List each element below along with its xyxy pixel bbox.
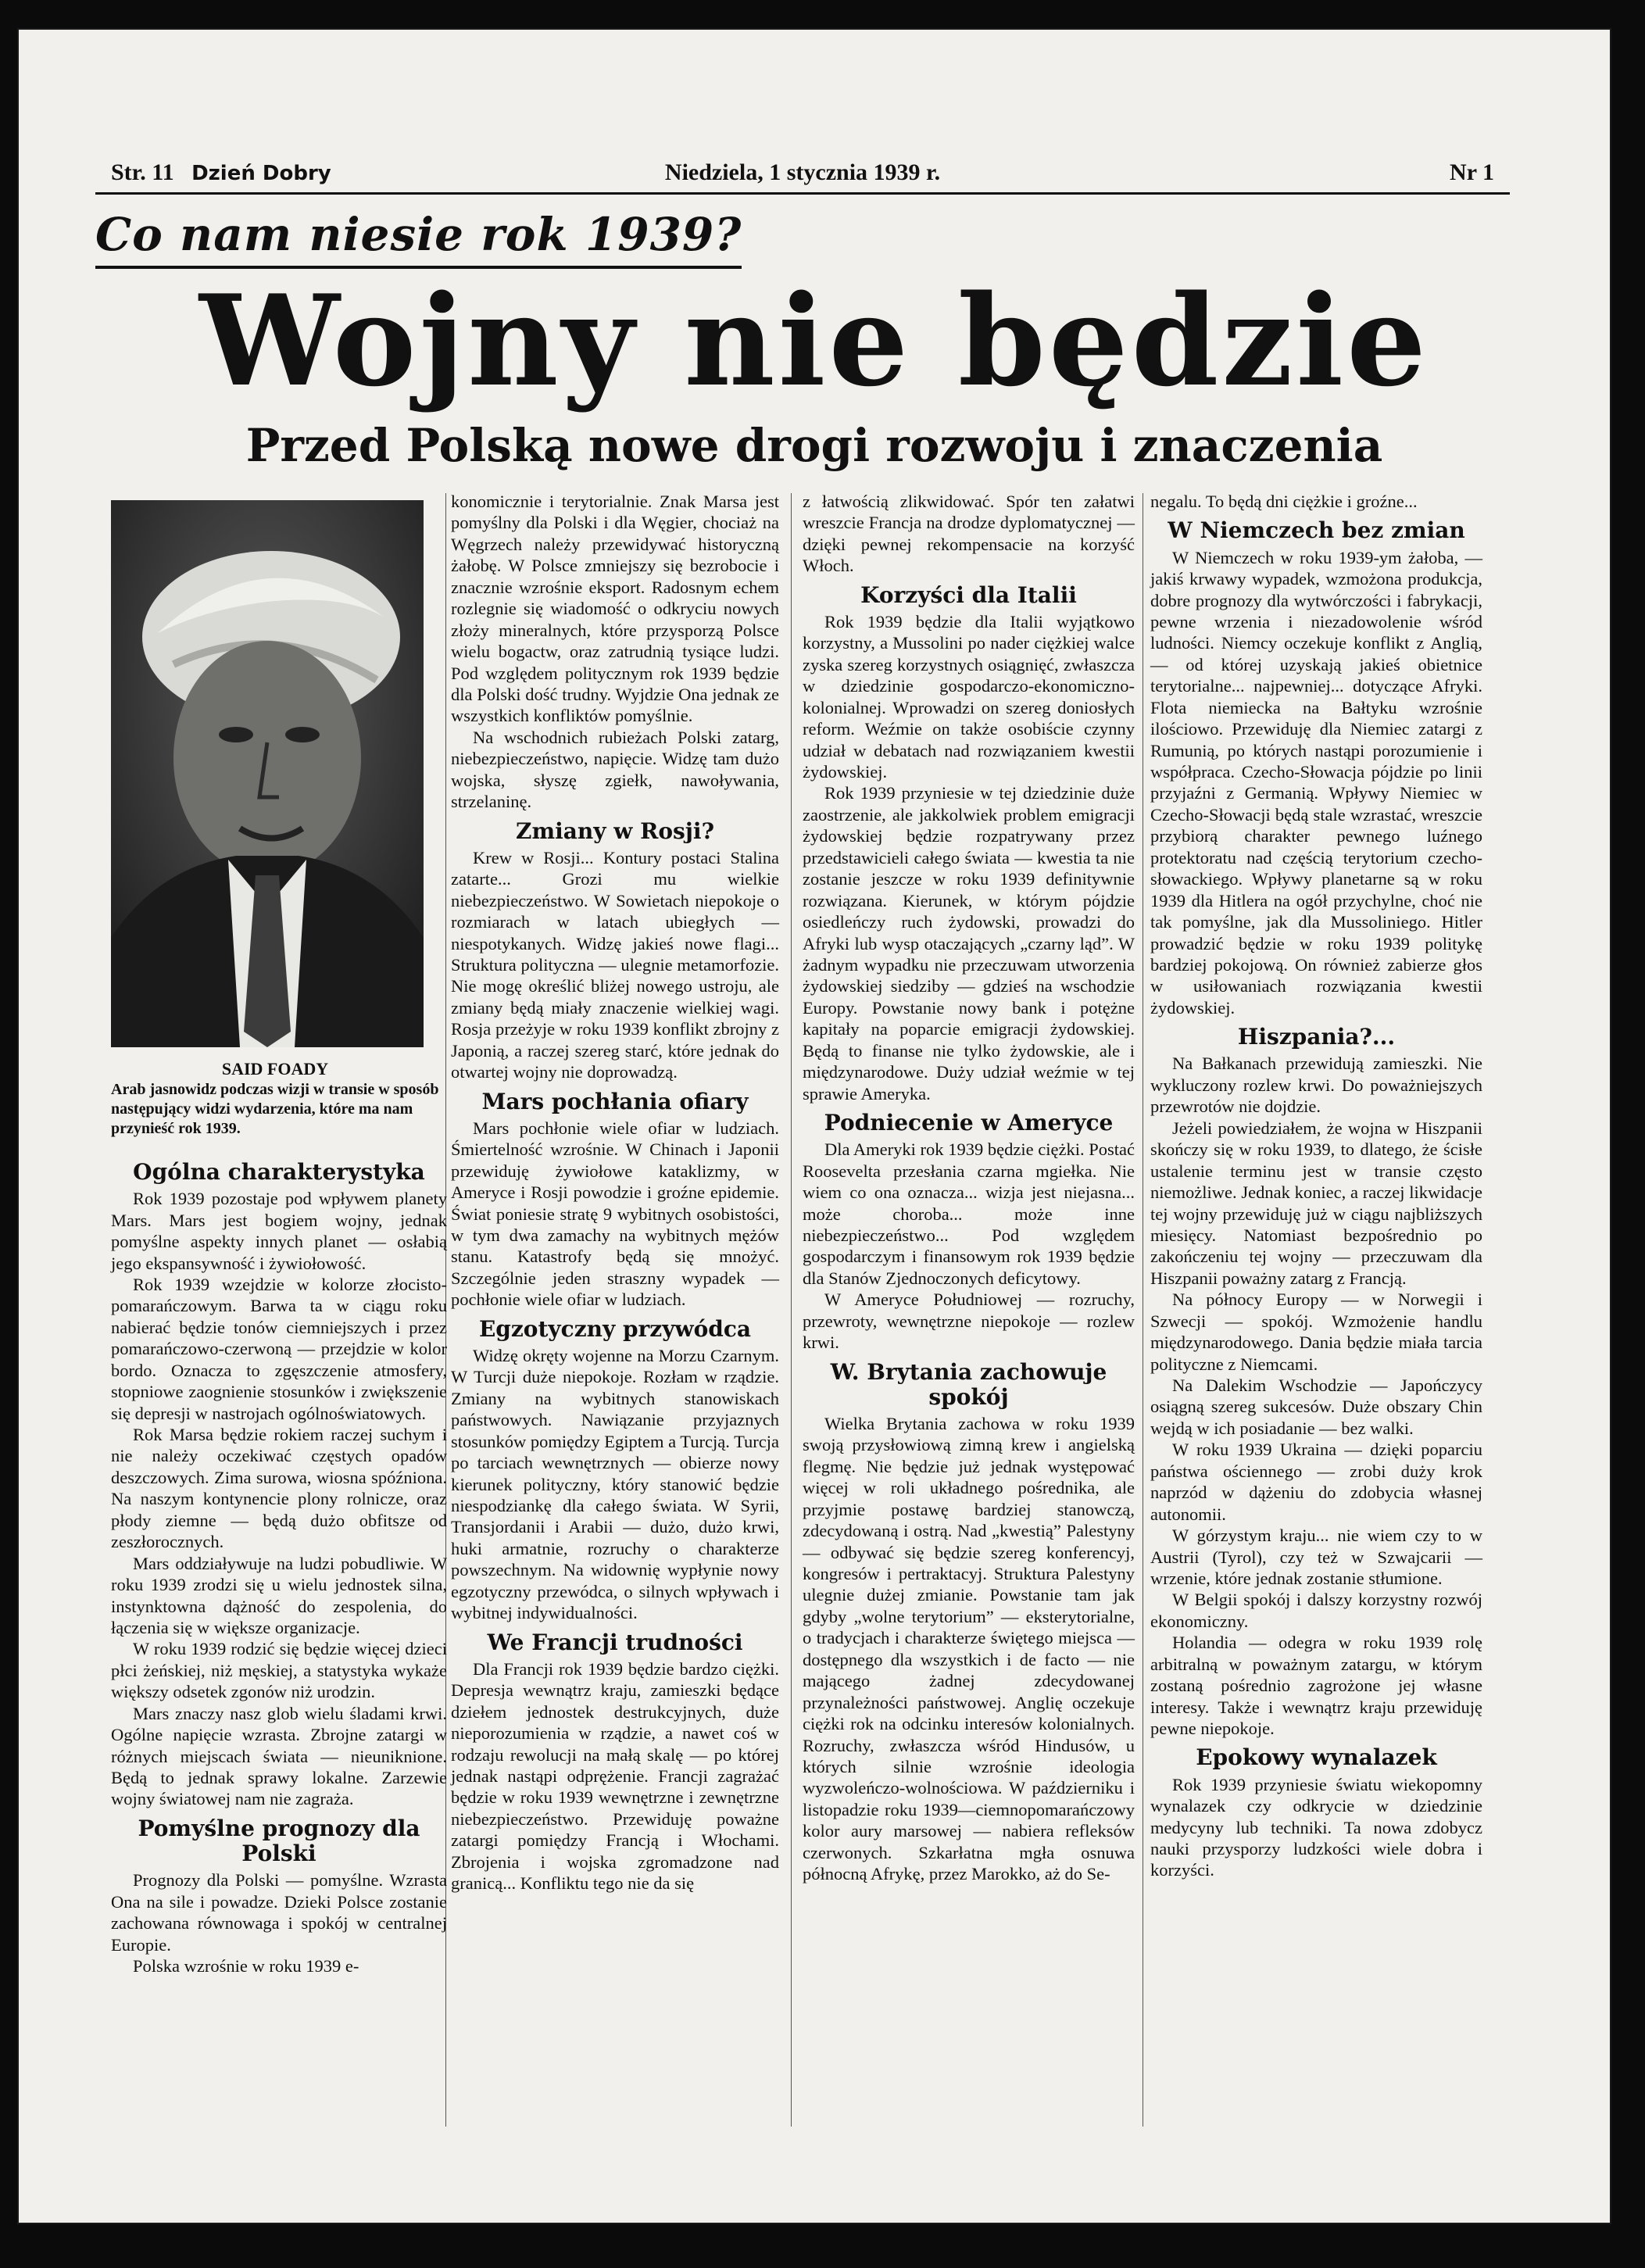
paragraph: Dla Francji rok 1939 będzie bardzo ciężki. Depresja wewnątrz kraju, zamieszki będące dziełem jednostek destrukcyjnych, duże nieporozumienia w rządzie, a nawet coś w rodzaju rewolucji na małą skalę — po której jednak nastąpi odprężenie. Francji zagrażać będzie w roku 1939 wewnętrzne i zewnętrzne niebezpieczeństwo. Przewiduję poważne zatargi pomiędzy Francją i Włochami. Zbrojenia i wojska zgromadzone nad granicą... Konfliktu tego nie da się [451, 1658, 779, 1894]
portrait-illustration [111, 500, 424, 1047]
section-heading: Mars pochłania ofiary [481, 1088, 749, 1114]
article-column-4 [1150, 491, 1482, 1881]
paragraph: Polska wzrośnie w roku 1939 e- [133, 1956, 359, 1976]
paragraph: Mars znaczy nasz glob wielu śladami krwi. Ogólne napięcie wzrasta. Zbrojne zatargi w różnych miejscach świata — nieuniknione. Będą to jednak sprawy lokalne. Zarzewie wojny światowej nam nie zagraża. [111, 1703, 447, 1809]
paragraph: Na Dalekim Wschodzie — Japończycy osiągną szereg sukcesów. Duże obszary Chin wejdą w ich posiadanie — bez walki. [1150, 1375, 1482, 1438]
scan-border [0, 2224, 1645, 2268]
paragraph: z łatwością zlikwidować. Spór ten załatwi wreszcie Francja na drodze dyplomatycznej — dzięki pewnej rekompensacie na korzyść Włoch. [803, 492, 1135, 576]
paragraph: Rok 1939 przyniesie w tej dziedzinie duże zaostrzenie, ale jakkolwiek problem emigracji żydowskiej będzie rozpatrywany przez przedstawicieli całego świata — kwestia ta nie zostanie jeszcze w roku 1939 definitywnie rozwiązana. Kierunek, w którym pójdzie osiedleńczy ruch żydowski, prowadzi do Afryki lub wysp otaczających „czarny ląd”. W żadnym wypadku nie przeczuwam utworzenia żydowskiej siedziby — gdzieś na wschodzie Europy. Powstanie nowy bank i potężne kapitały na poparcie emigracji żydowskiej. Będą to finanse nie tylko żydowskie, ale i międzynarodowe. Duży udział weźmie w tej sprawie Ameryka. [803, 783, 1135, 1104]
paragraph: Rok 1939 będzie dla Italii wyjątkowo korzystny, a Mussolini po nader ciężkiej walce zyska szereg korzystnych osiągnięć, zwłaszcza w dziedzinie gospodarczo-ekonomiczno-kolonialnej. Wprowadzi on szereg doniosłych reform. Weźmie on także osobiście czynny udział w debatach nad rozwiązaniem kwestii żydowskiej. [803, 611, 1135, 782]
section-heading: Podniecenie w Ameryce [824, 1110, 1114, 1136]
section-heading: Egzotyczny przywódca [478, 1315, 752, 1342]
issue-number: Nr 1 [1450, 159, 1494, 185]
paragraph: Mars pochłonie wiele ofiar w ludziach. Śmiertelność wzrośnie. W Chinach i Japonii przewiduję żywiołowe kataklizmy, w Ameryce i Rosji powodzie i groźne epidemie. Świat poniesie stratę 9 wybitnych osobistości, w tym dwa zamachy na wybitnych mężów stanu. Katastrofy będą się mnożyć. Szczególnie jeden straszny wypadek — pochłonie wiele ofiar w ludziach. [451, 1118, 779, 1310]
caption-text: Arab jasnowidz podczas wizji w transie w sposób następujący widzi wydarzenia, które ma nam przynieść rok 1939. [111, 1080, 439, 1137]
paragraph: Na Bałkanach przewidują zamieszki. Nie wykluczony rozlew krwi. Do poważniejszych przewrotów nie dojdzie. [1150, 1054, 1482, 1117]
section-heading: Ogólna charakterystyka [133, 1159, 425, 1185]
article-column-3 [803, 491, 1135, 1885]
photo-caption [111, 1058, 439, 1139]
paragraph: Widzę okręty wojenne na Morzu Czarnym. W Turcji duże niepokoje. Rozłam w rządzie. Zmiany na wybitnych stanowiskach państwowych. Nawiązanie przyjaznych stosunków pomiędzy Egiptem a Turcją. Turcja po tarciach wewnętrznych — obierze nowy kierunek polityczny, który stanowić będzie niespodziankę dla całego świata. W Syrii, Transjordanii i Arabii — dużo, dużo krwi, huki armatnie, rozruchy o charakterze powszechnym. Na widownię wypłynie nowy egzotyczny przewódca, o silnych wpływach i wybitnej indywidualności. [451, 1345, 779, 1623]
paragraph: Na wschodnich rubieżach Polski zatarg, niebezpieczeństwo, napięcie. Widzę tam dużo wojska, słyszę zgiełk, nawoływania, strzelaninę. [451, 727, 779, 812]
paragraph: Holandia — odegra w roku 1939 rolę arbitralną w poważnym zatargu, w którym zostaną pośrednio zagrożone jej własne interesy. Także i wewnątrz kraju przewiduję pewne niepokoje. [1150, 1633, 1482, 1738]
article-column-2 [451, 491, 779, 1894]
paragraph: W górzystym kraju... nie wiem czy to w Austrii (Tyrol), czy też w Szwajcarii — wrzenie, które jednak zostanie stłumione. [1150, 1526, 1482, 1588]
paragraph: Wielka Brytania zachowa w roku 1939 swoją przysłowiową zimną krew i angielską flegmę. Nie będzie już jednak występować więcej w roli układnego pośrednika, ale przyjmie postawę bardziej stanowczą, zdecydowaną i ostrą. Nad „kwestią” Palestyny — odbywać się będzie szereg konferencyj, kongresów i pertraktacyj. Struktura Palestyny ulegnie dużej zmianie. Powstanie tam jak gdyby „wolne terytorium” — eksterytorialne, o tradycjach i charakterze świętego miejsca — dostępnego dla wszystkich i de facto — nie mającego żadnej zdecydowanej przynależności państwowej. Anglię oczekuje ciężki rok na odcinku interesów kolonialnych. Rozruchy, zwłaszcza wśród Hindusów, u których silnie wzrośnie ideologia wyzwoleńczo-wolnościowa. W październiku i listopadzie roku 1939—ciemnopomarańczowy kolor aury marsowej — nabiera refleksów czerwonych. Szkarłatna mgła osnuwa północną Afrykę, przez Marokko, aż do Se- [803, 1413, 1135, 1884]
section-heading: Pomyślne prognozy dla Polski [138, 1815, 420, 1867]
paragraph: Rok 1939 pozostaje pod wpływem planety Mars. Mars jest bogiem wojny, jednak pomyślne aspekty innych planet — osłabią jego ekspansywność i żywiołowość. [111, 1189, 447, 1273]
column-rule [791, 493, 792, 2127]
paragraph: konomicznie i terytorialnie. Znak Marsa jest pomyślny dla Polski i dla Węgier, chociaż na Węgrzech należy przewidywać historyczną żałobę. W Polsce zmniejszy się bezrobocie i znacznie wzrośnie eksport. Radosnym echem rozlegnie się wiadomość o odkryciu nowych złoży mineralnych, które przysporzą Polsce wielu bogactw, oraz zatrudnią tysiące ludzi. Pod względem politycznym rok 1939 będzie dla Polski dość trudny. Wyjdzie Ona jednak ze wszystkich konfliktów pomyślnie. [451, 492, 779, 726]
section-heading: We Francji trudności [487, 1629, 743, 1655]
paragraph: Mars oddziaływuje na ludzi pobudliwie. W roku 1939 zrodzi się u wielu jednostek silna, instynktowna dążność do zespolenia, do łączenia się w większe organizacje. [111, 1553, 447, 1637]
paragraph: Rok 1939 wzejdzie w kolorze złocisto-pomarańczowym. Barwa ta w ciągu roku nabierać będzie tonów ciemniejszych i przez pomarańczowo-czerwoną — przejdzie w kolor bordo. Oznacza to zgęszczenie atmosfery, stopniowe zaognienie stosunków i zwiększenie się depresji w nastrojach ogólnoświatowych. [111, 1274, 447, 1423]
section-heading: Korzyści dla Italii [860, 581, 1077, 608]
section-heading: Hiszpania?... [1237, 1024, 1396, 1050]
section-heading: Zmiany w Rosji? [516, 817, 714, 844]
paragraph: Dla Ameryki rok 1939 będzie ciężki. Postać Roosevelta przesłania czarna mgiełka. Nie wiem co ona oznacza... wizja jest niejasna... może choroba... może inne niebezpieczeństwo... Pod względem gospodarczym i finansowym rok 1939 będzie dla Stanów Zjednoczonych deficytowy. [803, 1139, 1135, 1288]
paragraph: W Ameryce Południowej — rozruchy, przewroty, wewnętrzne niepokoje — rozlew krwi. [803, 1290, 1135, 1353]
paragraph: Prognozy dla Polski — pomyślne. Wzrasta Ona na sile i powadze. Dzieki Polsce zostanie zachowana równowaga i spokój w centralnej Europie. [111, 1870, 447, 1955]
caption-name: SAID FOADY [221, 1059, 329, 1079]
paragraph: W roku 1939 Ukraina — dzięki poparciu państwa ościennego — zrobi duży krok naprzód w dążeniu do zdobycia własnej autonomii. [1150, 1440, 1482, 1524]
header-rule [95, 192, 1510, 195]
section-heading: Epokowy wynalazek [1196, 1744, 1437, 1771]
paragraph: Rok 1939 przyniesie światu wiekopomny wynalazek czy odkrycie w dziedzinie medycyny lub techniki. Ta nowa zdobycz nauki przysporzy ludzkości wiele dobra i korzyści. [1150, 1774, 1482, 1880]
paragraph: W roku 1939 rodzić się będzie więcej dzieci płci żeńskiej, niż męskiej, a statystyka wykaże większy odsetek zgonów niż urodzin. [111, 1639, 447, 1702]
paragraph: Jeżeli powiedziałem, że wojna w Hiszpanii skończy się w roku 1939, to dlatego, że ścisłe ustalenie terminu jest w transie często niemożliwe. Jednak koniec, a raczej likwidacje tej wojny przewiduję już w ciągu najbliższych miesięcy. Natomiast bezpośrednio po zakończeniu tej wojny — przeczuwam dla Hiszpanii poważny zatarg z Francją. [1150, 1118, 1482, 1288]
paper-name: Dzień Dobry [191, 162, 331, 185]
page-number: Str. 11 [111, 159, 174, 185]
paragraph: Krew w Rosji... Kontury postaci Stalina zatarte... Grozi mu wielkie niebezpieczeństwo. W Sowietach niepokoje o rozmiarach w latach ubiegłych — niespotykanych. Widzę jakieś nowe flagi... Struktura polityczna — ulegnie metamorfozie. Nie mogę określić bliżej nowego ustroju, ale zmiany będą miały znaczenie wielkiej wagi. Rosja przeżyje w roku 1939 konflikt zbrojny z Japonią, a raczej szereg starć, które jednak do otwartej wojny nie doprowadzą. [451, 847, 779, 1082]
paragraph: W Belgii spokój i dalszy korzystny rozwój ekonomiczny. [1150, 1590, 1482, 1631]
issue-date: Niedziela, 1 stycznia 1939 r. [664, 159, 941, 185]
page-header [95, 128, 1510, 191]
article-column-1 [111, 1154, 447, 1976]
paragraph: negalu. To będą dni ciężkie i groźne... [1150, 492, 1418, 511]
section-heading: W. Brytania zachowuje spokój [830, 1358, 1107, 1410]
kicker: Co nam niesie rok 1939? [95, 208, 742, 269]
paragraph: Na północy Europy — w Norwegii i Szwecji — spokój. Wzmożenie handlu międzynarodowego. Dania będzie miała tarcia polityczne z Niemcami. [1150, 1290, 1482, 1374]
paragraph: Rok Marsa będzie rokiem raczej suchym i nie należy oczekiwać częstych opadów deszczowych. Zima surowa, wiosna spóźniona. Na naszym kontynencie plony rolnicze, oraz płody ziemne — będą dużo obfitsze od zeszłorocznych. [111, 1425, 447, 1552]
section-heading: W Niemczech bez zmian [1168, 517, 1465, 544]
portrait-photo [111, 500, 424, 1047]
newspaper-page [17, 28, 1611, 2224]
paragraph: W Niemczech w roku 1939-ym żałoba, — jakiś krwawy wypadek, wzmożona produkcja, dobre prognozy dla wytwórczości i fabrykacji, pewne wrzenia i niezadowolenie wśród ludności. Niemcy oczekuje konflikt z Anglią, — od której uzyskają jakieś obietnice terytorialne... najpewniej... dotyczące Afryki. Flota niemiecka na Bałtyku wzrośnie ilościowo. Przewiduję dla Niemiec zatargi z Rumunią, po których nastąpi porozumienie i współpraca. Czecho-Słowacja pójdzie po linii przyjaźni z Germanią. Wpływy Niemiec w Czecho-Słowacji będą stale wzrastać, wreszcie przybiorą charakter pewnego luźnego protektoratu nad częścią terytorium czecho-słowackiego. Wpływy planetarne są w roku 1939 dla Hitlera na ogół przychylne, choć nie tak pomyślne, jak dla Mussoliniego. Hitler prowadzić będzie w roku 1939 politykę bardziej pokojową. On również zabierze głos w usiłowaniach rozwiązania kwestii żydowskiej. [1150, 547, 1482, 1018]
headline: Wojny nie będzie [199, 267, 1429, 414]
subheadline: Przed Polską nowe drogi rozwoju i znaczenia [245, 419, 1383, 472]
